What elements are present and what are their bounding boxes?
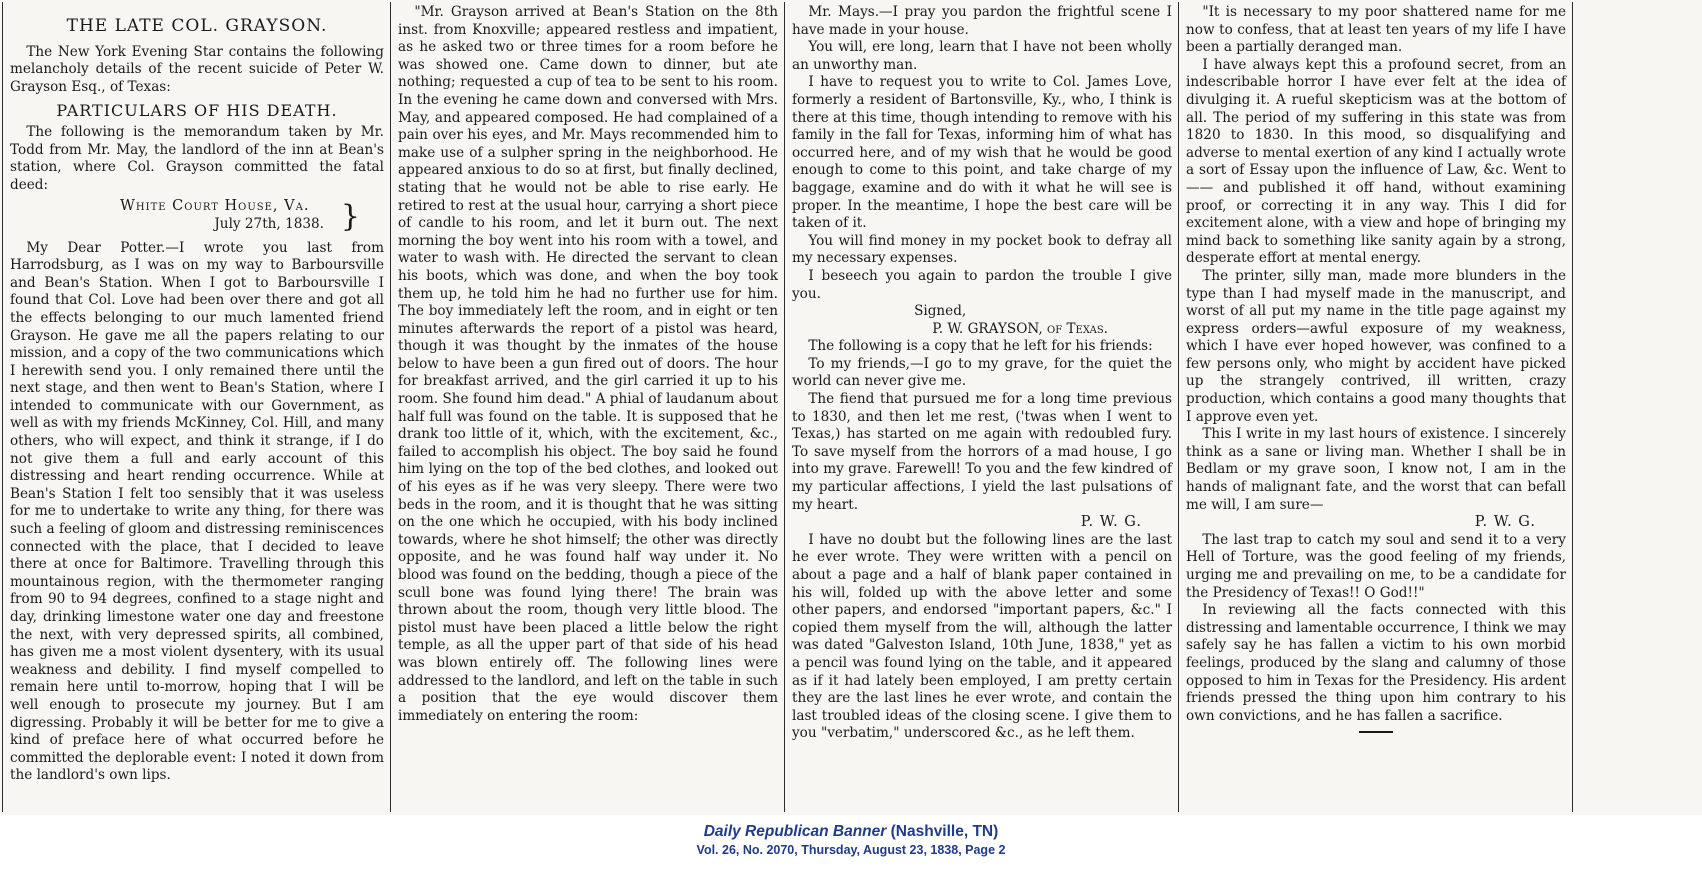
closing-paragraph: In reviewing all the facts connected with this distressing and lamentable occurrence, I think we may safely say he has fallen a victim to his own morbid feelings, produced by the slang and calumny of those opposed to him in Texas for the Presidency. His ardent friends pressed the thing upon him contrary to his own convictions, and he has fallen a sacrifice.	[1186, 602, 1566, 724]
publication-line	[0, 822, 1702, 842]
column-rule	[1178, 2, 1179, 812]
source-caption	[0, 822, 1702, 858]
last-lines-paragraph: This I write in my last hours of existence. I sincerely think as a sane or living man. Whether I shall be in Bedlam or my grave soon, I know not, I am in the hands of malignant fate, and the worst that can befall me will, I am sure—	[1186, 426, 1566, 513]
memorandum-intro: The following is the memorandum taken by Mr. Todd from Mr. May, the landlord of the inn at Bean's station, where Col. Grayson committed the fatal deed:	[10, 123, 384, 193]
letter-paragraph: My Dear Potter.—I wrote you last from Harrodsburg, as I was on my way to Barboursville and Bean's Station. When I got to Barboursville I found that Col. Love had been over there and got all the effects belonging to our much lamented friend Grayson. He gave me all the papers relating to our mission, and a copy of the two communications which I herewith send you. I only remained there until the next stage, and then went to Bean's Station, where I intended to communicate with our Government, as well as with my friends McKinney, Col. Hill, and many others, who will expect, and think it strange, if I do not give them a full and early account of this distressing and heart rending occurrence. While at Bean's Station I felt too sensibly that it was useless for me to undertake to write any thing, for there was such a feeling of gloom and distressing reminiscences connected with the place, that I decided to leave there at once for Baltimore. Travelling through this mountainous region, with the thermometer ranging from 90 to 94 degrees, confined to a stage night and day, drinking limestone water one day and freestone the next, with very depressed spirits, all combined, has given me a most violent dysentery, with its usual weakness and debility. I find myself compelled to remain here until to-morrow, hoping that I will be well enough to prosecute my journey. But I am digressing. Probably it will be better for me to give a kind of preface here of what occurred before he committed the deplorable event: I noted it down from the landlord's own lips.	[10, 239, 384, 784]
article-headline: THE LATE COL. GRAYSON.	[66, 16, 328, 36]
column-4	[1180, 4, 1572, 810]
note-paragraph: I have to request you to write to Col. James Love, formerly a resident of Bartonsville, Ky., who, I think is there at this time, though intending to remove with his family in the fall for Texas, informing him of what has occurred here, and of my wish that he would be good enough to come to this point, and take charge of my baggage, examine and do with it what he will see is proper. In the meantime, I hope the best care will be taken of it.	[792, 74, 1172, 232]
column-rule	[1572, 2, 1573, 812]
dateline-place: White Court House, Va.	[120, 198, 310, 215]
article-subhead: PARTICULARS OF HIS DEATH.	[56, 101, 338, 121]
publication-place: (Nashville, TN)	[890, 823, 999, 840]
end-rule	[1359, 731, 1393, 733]
note-paragraph: Mr. Mays.—I pray you pardon the frightful scene I have made in your house.	[792, 4, 1172, 38]
friends-note-paragraph: The fiend that pursued me for a long time previous to 1830, and then let me rest, ('twas when I went to Texas,) has started on me again with redoubled fury. To save myself from the horrors of a mad house, I go into my grave. Farewell! To you and the few kindred of my particular affections, I yield the last pulsations of my heart.	[792, 391, 1172, 513]
last-lines-paragraph: I have always kept this a profound secret, from an indescribable horror I have ever felt at the idea of divulging it. A rueful skepticism was at the bottom of all. The period of my suffering in this state was from 1820 to 1830. In this mood, so disqualifying and adverse to mental exertion of any kind I actually wrote a sort of Essay upon the influence of Law, &c. Went to —— and published it off hand, without examining proof, or correcting it in any way. This I did for excitement alone, with a view and hope of bringing my mind back to something like sanity again by a strong, desperate effort at mental energy.	[1186, 56, 1566, 267]
column-2	[392, 4, 784, 810]
note-paragraph: I beseech you again to pardon the trouble I give you.	[792, 267, 1172, 302]
column-rule	[784, 2, 785, 812]
last-lines-paragraph: I have no doubt but the following lines are the last he ever wrote. They were written with a pencil on about a page and a half of blank paper contained in his will, folded up with the above letter and some other papers, and endorsed "important papers, &c." I copied them myself from the will, although the latter was dated "Galveston Island, 10th June, 1838," yet as a pencil was found lying on the table, and it appeared as if it had lately been employed, I am pretty certain they are the last lines he ever wrote, and contain the last troubled ideas of the closing scene. I give them to you "verbatim," underscored &c., as he left them.	[792, 531, 1172, 742]
signed-label: Signed,	[914, 303, 967, 320]
last-lines-paragraph: "It is necessary to my poor shattered name for me now to confess, that at least ten years of my life I have been a partially deranged man.	[1186, 4, 1566, 56]
closing-paragraph: The last trap to catch my soul and send it to a very Hell of Torture, was the good feeling of my friends, urging me and prevailing on me, to be a candidate for the Presidency of Texas!! O God!!"	[1186, 531, 1566, 601]
article-intro: The New York Evening Star contains the following melancholy details of the recent suicide of Peter W. Grayson Esq., of Texas:	[10, 43, 384, 95]
column-rule	[390, 2, 391, 812]
initials-signature: P. W. G.	[1474, 514, 1536, 531]
last-lines-paragraph: The printer, silly man, made more blunders in the type than I had myself made in the manuscript, and worst of all put my name in the title page against my express orders—awful exposure of my weakness, which I have ever hoped however, was confined to a few persons only, who might by accident have picked up the strangely contrived, ill written, crazy production, which contains a good many thoughts that I approve even yet.	[1186, 267, 1566, 425]
column-rule	[2, 2, 3, 812]
signature: P. W. GRAYSON, of Texas.	[932, 320, 1109, 337]
column-3	[786, 4, 1178, 810]
note-paragraph: You will find money in my pocket book to defray all my necessary expenses.	[792, 232, 1172, 267]
column-1	[4, 4, 390, 810]
letter-dateline	[10, 198, 360, 235]
dateline-date: July 27th, 1838.	[214, 215, 324, 232]
note-paragraph: You will, ere long, learn that I have not been wholly an unworthy man.	[792, 39, 1172, 73]
publication-name: Daily Republican Banner	[703, 823, 887, 840]
landlord-account-paragraph: "Mr. Grayson arrived at Bean's Station on the 8th inst. from Knoxville; appeared restless and impatient, as he asked two or three times for a room before he was showed one. Came down to dinner, but ate nothing; requested a cup of tea to be sent to his room. In the evening he came down and conversed with Mrs. May, and appeared composed. He had complained of a pain over his eyes, and Mr. Mays recommended him to make use of a sulpher spring in the neighborhood. He appeared anxious to do so at first, but finally declined, stating that he would not be able to rise early. He retired to rest at the usual hour, carrying a short piece of candle to his room, and let it burn out. The next morning the boy went into his room with a towel, and water to wash with. He directed the servant to clean his boots, which was done, and when the boy took them up, he told him he had no further use for him. The boy immediately left the room, and in eight or ten minutes afterwards the report of a pistol was heard, though it was thought by the inmates of the house below to have been a gun fired out of doors. The hour for breakfast arrived, and the girl carried it up to his room. She found him dead." A phial of laudanum about half full was found on the table. It is supposed that he drank too little of it, which, with the excitement, &c., failed to accomplish his object. The boy said he found him lying on the top of the bed clothes, and looked out of his eyes as if he was very sleepy. There were two beds in the room, and it is thought that he was sitting on the one which he occupied, with his body inclined towards, where he shot himself; the other was directly opposite, and he was found half way under it. No blood was found on the bedding, though a piece of the scull bone was found lying there! The brain was thrown about the room, though very little blood. The pistol must have been placed a little below the right temple, as all the upper part of that side of his head was blown entirely off. The following lines were addressed to the landlord, and left on the table in such a position that the eye would discover them immediately on entering the room:	[398, 4, 778, 724]
initials-signature: P. W. G.	[1080, 514, 1142, 531]
friends-note-paragraph: To my friends,—I go to my grave, for the quiet the world can never give me.	[792, 355, 1172, 390]
brace-glyph: }	[340, 199, 360, 235]
friends-intro: The following is a copy that he left for his friends:	[808, 338, 1153, 355]
issue-line: Vol. 26, No. 2070, Thursday, August 23, 1838, Page 2	[696, 843, 1006, 857]
